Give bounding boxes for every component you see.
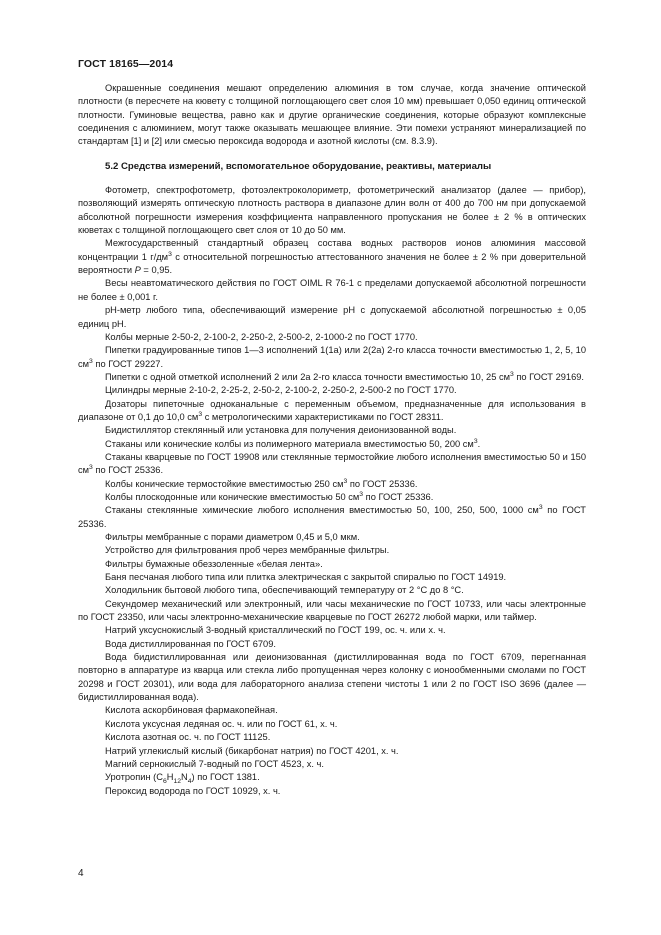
list-item: Колбы конические термостойкие вместимостью 250 $см^3$ по ГОСТ 25336. <box>105 477 418 489</box>
list-item: Фильтры мембранные с порами диаметром 0,45 и 5,0 мкм. <box>105 532 360 542</box>
list-item: Межгосударственный стандартный образец состава водных растворов ионов алюминия массовой концентрации 1 $г/дм^3$ с относительной погрешностью аттестованного значения не более ± 2 % при доверительной вероятности Р = 0,95. <box>78 238 586 276</box>
list-item: Колбы мерные 2-50-2, 2-100-2, 2-250-2, 2-500-2, 2-1000-2 по ГОСТ 1770. <box>105 331 418 342</box>
list-item: Фильтры бумажные обеззоленные «белая лента». <box>105 558 323 569</box>
list-item: Вода бидистиллированная или деионизованная (дистиллированная вода по ГОСТ 6709, перегнанная повторно в аппаратуре из кварца или стекла либо пропущенная через колонку с ионообменными смолами по ГОСТ 20298 и ГОСТ 20301), или вода для лабораторного анализа степени чистоты 1 или 2 по ГОСТ ISO 3696 (далее — бидистиллированная вода). <box>78 652 586 703</box>
list-item: Вода дистиллированная по ГОСТ 6709. <box>105 638 276 649</box>
list-item: Пипетки градуированные типов 1—3 исполнений 1(1а) или 2(2а) 2-го класса точности вместимостью 1, 2, 5, 10 $см^3$ по ГОСТ 29227. <box>78 345 586 369</box>
list-item: Стаканы кварцевые по ГОСТ 19908 или стеклянные термостойкие любого исполнения вместимостью 50 и 150 $см^3$ по ГОСТ 25336. <box>78 451 586 476</box>
list-item: Бидистиллятор стеклянный или установка для получения деионизованной воды. <box>105 425 457 436</box>
list-item: pH-метр любого типа, обеспечивающий измерение pH с допускаемой абсолютной погрешностью ± 0,05 единиц pH. <box>78 305 586 329</box>
list-item: Весы неавтоматического действия по ГОСТ OIML R 76-1 с пределами допускаемой абсолютной погрешности не более ± 0,001 г. <box>78 278 586 302</box>
list-item: Фотометр, спектрофотометр, фотоэлектроколориметр, фотометрический анализатор (далее — прибор), позволяющий измерять оптическую плотность раствора в диапазоне длин волн от 400 до 700 нм при допускаемой абсолютной погрешности измерения коэффициента направленного пропускания не более ± 2 % в оптических кюветах с толщиной поглощающего свет слоя от 10 до 50 мм. <box>78 185 586 236</box>
page-number: 4 <box>78 868 84 879</box>
list-item: Кислота уксусная ледяная ос. ч. или по ГОСТ 61, х. ч. <box>105 718 338 729</box>
list-item: Цилиндры мерные 2-10-2, 2-25-2, 2-50-2, 2-100-2, 2-250-2, 2-500-2 по ГОСТ 1770. <box>105 385 457 396</box>
list-item: Магний сернокислый 7-водный по ГОСТ 4523, х. ч. <box>105 758 324 769</box>
list-item: Кислота азотная ос. ч. по ГОСТ 11125. <box>105 732 271 743</box>
list-item: Кислота аскорбиновая фармакопейная. <box>105 705 278 716</box>
equipment-list <box>78 184 586 798</box>
list-item: Баня песчаная любого типа или плитка электрическая с закрытой спиралью по ГОСТ 14919. <box>105 572 507 583</box>
document-body <box>78 82 586 798</box>
section-heading: 5.2 Средства измерений, вспомогательное оборудование, реактивы, материалы <box>105 160 492 172</box>
list-item: Пероксид водорода по ГОСТ 10929, х. ч. <box>105 785 281 796</box>
list-item: Дозаторы пипеточные одноканальные с переменным объемом, предназначенные для использования в диапазоне от 0,1 до 10,0 $см^3$ с метрологическими характеристиками по ГОСТ 28311. <box>78 398 586 422</box>
list-item: Уротропин $(C_6H_{12}N_4)$ по ГОСТ 1381. <box>105 772 260 786</box>
list-item: Пипетки с одной отметкой исполнений 2 или 2а 2-го класса точности вместимостью 10, 25 $см^3$ по ГОСТ 29169. <box>105 370 584 382</box>
list-item: Холодильник бытовой любого типа, обеспечивающий температуру от 2 °С до 8 °С. <box>105 585 464 596</box>
intro-paragraph: Окрашенные соединения мешают определению алюминия в том случае, когда значение оптической плотности (в пересчете на кювету с толщиной поглощающего свет слоя 10 мм) превышает 0,050 единиц оптической плотности. Гуминовые вещества, равно как и другие органические соединения, которые образуют комплексные соединения с алюминием, могут также оказывать мешающее влияние. Эти помехи устраняют минерализацией по стандартам [1] и [2] или смесью пероксида водорода и азотной кислоты (см. 8.3.9). <box>78 83 586 147</box>
document-header: ГОСТ 18165—2014 <box>78 58 174 70</box>
list-item: Колбы плоскодонные или конические вместимостью 50 $см^3$ по ГОСТ 25336. <box>105 490 434 502</box>
list-item: Стаканы стеклянные химические любого исполнения вместимостью 50, 100, 250, 500, 1000 $см^3$ по ГОСТ 25336. <box>78 504 586 529</box>
list-item: Стаканы или конические колбы из полимерного материала вместимостью 50, 200 $см^3$. <box>105 437 481 449</box>
list-item: Секундомер механический или электронный, или часы механические по ГОСТ 10733, или часы электронные по ГОСТ 23350, или часы электронно-механические кварцевые по ГОСТ 26272 любой марки, или таймер. <box>78 598 586 623</box>
list-item: Устройство для фильтрования проб через мембранные фильтры. <box>105 545 390 556</box>
list-item: Натрий углекислый кислый (бикарбонат натрия) по ГОСТ 4201, х. ч. <box>105 745 399 756</box>
list-item: Натрий уксуснокислый 3-водный кристаллический по ГОСТ 199, ос. ч. или х. ч. <box>105 625 446 636</box>
